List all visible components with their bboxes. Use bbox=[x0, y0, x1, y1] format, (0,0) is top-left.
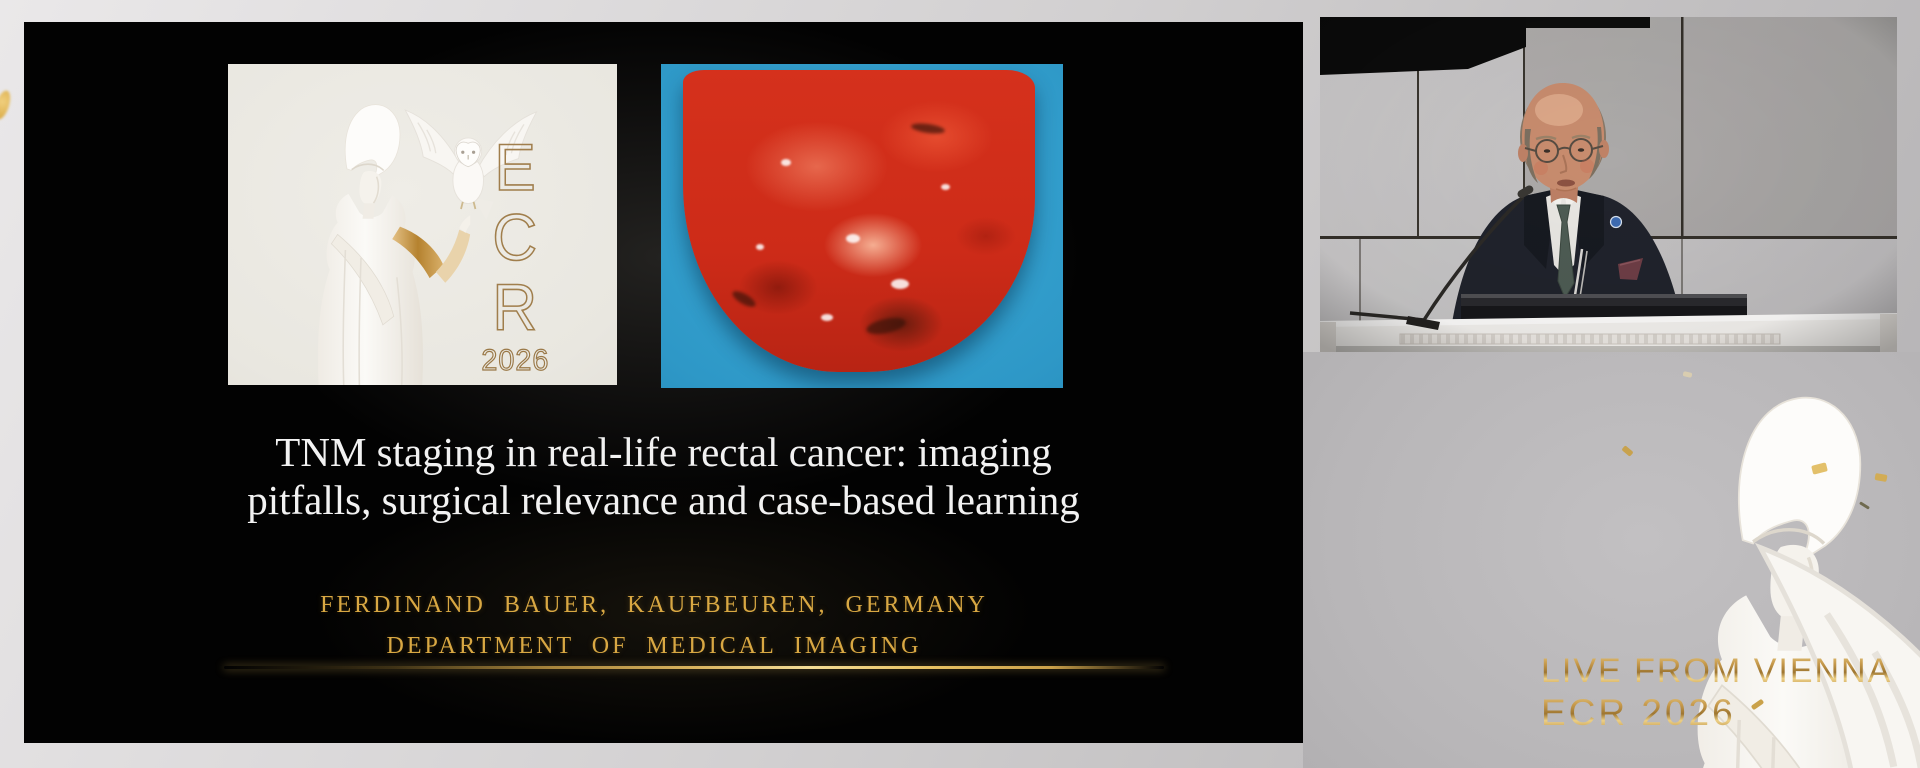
slide-title-line2: pitfalls, surgical relevance and case-based learning bbox=[247, 477, 1080, 523]
ecr-letter-e: E bbox=[494, 130, 536, 204]
gold-divider-line bbox=[224, 666, 1164, 669]
slide-authors bbox=[24, 585, 1284, 667]
author-line: FERDINAND BAUER, KAUFBEUREN, GERMANY bbox=[320, 592, 988, 618]
slide-title-line1: TNM staging in real-life rectal cancer: imaging bbox=[275, 429, 1052, 475]
live-branding-panel bbox=[1303, 352, 1920, 768]
specimen-tissue bbox=[683, 70, 1035, 372]
ecr-logo-image bbox=[228, 64, 617, 385]
ecr-2026-text: ECR 2026 bbox=[1541, 692, 1736, 733]
ecr-logo-letters bbox=[480, 132, 550, 376]
confetti-left-edge bbox=[0, 89, 13, 122]
specimen-photo bbox=[661, 64, 1063, 388]
ecr-letter-c: C bbox=[492, 200, 538, 274]
ecr-statue-owl-illustration bbox=[228, 64, 617, 385]
ecr-logo-year: 2026 bbox=[481, 344, 549, 377]
slide-panel bbox=[24, 22, 1303, 743]
speaker-at-podium bbox=[1320, 17, 1897, 352]
live-from-vienna-text: LIVE FROM VIENNA bbox=[1541, 651, 1893, 691]
slide-title bbox=[24, 428, 1303, 524]
speaker-video-feed bbox=[1320, 17, 1897, 352]
department-line: DEPARTMENT OF MEDICAL IMAGING bbox=[386, 633, 922, 659]
ecr-letter-r: R bbox=[492, 270, 538, 344]
